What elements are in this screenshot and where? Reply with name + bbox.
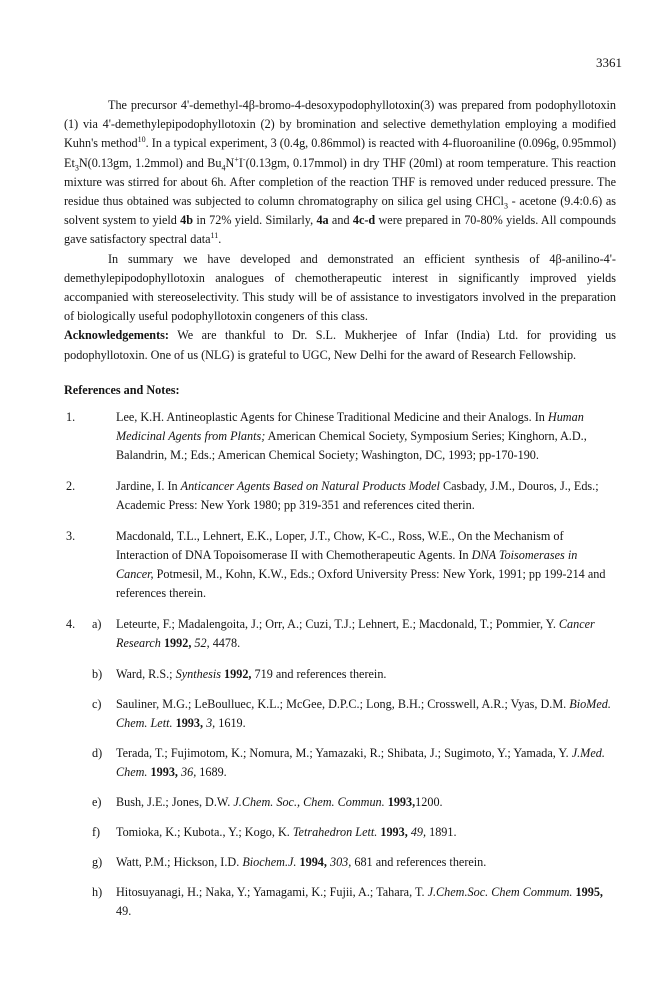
acknowledgements-heading: Acknowledgements: [64, 328, 169, 343]
page-number: 3361 [596, 55, 622, 70]
reference-subitem: g) Watt, P.M.; Hickson, I.D. Biochem.J. 1994, 303, 681 and references therein. [92, 855, 487, 870]
reference-item: 1. Lee, K.H. Antineoplastic Agents for Chinese Traditional Medicine and their Analogs. In Human Medicinal Agents from Plants; American Chemical Society, Symposium Series; Kinghorn, A.D., Balandrin, M.; Eds.; American Chemical Society; Washington, DC, 1993; pp-170-190. [66, 410, 587, 463]
page-body [64, 96, 616, 932]
reference-subitem: c) Sauliner, M.G.; LeBoulluec, K.L.; McGee, D.P.C.; Long, B.H.; Crosswell, A.R.; Vyas, D.M. BioMed. Chem. Lett. 1993, 3, 1619. [92, 697, 611, 731]
paragraph-acknowledgements: Acknowledgements: We are thankful to Dr. S.L. Mukherjee of Infar (India) Ltd. for providing us podophyllotoxin. One of us (NLG) is grateful to UGC, New Delhi for the award of Research Fellowship. [64, 328, 616, 362]
paragraph-experimental: The precursor 4'-demethyl-4β-bromo-4-desoxypodophyllotoxin(3) was prepared from podophyllotoxin (1) via 4'-demethylepipodophyllotoxin (2) by bromination and selective demethylation employing a modified Kuhn's method$^{10}$. In a typical experiment, 3 (0.4g, 0.86mmol) is reacted with 4-fluoroaniline (0.096g, 0.95mmol) $Et_3N(0.13gm$, 1.2mmol) and $Bu_4N^+I^-(0.13gm$, 0.17mmol) in dry THF (20ml) at room temperature. This reaction mixture was stirred for about 6h. After completion of the reaction THF is removed under reduced pressure. The residue thus obtained was subjected to column chromatography on silica gel using CHCl$_3$ - acetone (9.4:0.6) as solvent system to yield 4b in 72% yield. Similarly, 4a and 4c-d were prepared in 70-80% yields. All compounds gave satisfactory spectral data$^{11}$. [64, 98, 617, 247]
reference-item: 4. a) Leteurte, F.; Madalengoita, J.; Orr, A.; Cuzi, T.J.; Lehnert, E.; Macdonald, T.; Pommier, Y. Cancer Research 1992, 52, 4478. [66, 617, 595, 651]
references-heading: References and Notes: [64, 382, 180, 397]
reference-subitem: f) Tomioka, K.; Kubota., Y.; Kogo, K. Tetrahedron Lett. 1993, 49, 1891. [92, 825, 457, 840]
reference-subitem: b) Ward, R.S.; Synthesis 1992, 719 and references therein. [92, 667, 387, 682]
reference-subitem: h) Hitosuyanagi, H.; Naka, Y.; Yamagami, K.; Fujii, A.; Tahara, T. J.Chem.Soc. Chem Commum. 1995, 49. [92, 885, 603, 919]
paragraph-summary: In summary we have developed and demonstrated an efficient synthesis of 4β-anilino-4'-demethylepipodophyllotoxin analogues of chemotherapeutic interest in significantly improved yields accompanied with stereoselectivity. This study will be of assistance to investigators involved in the preparation of biologically useful podophyllotoxin congeners of this class. [64, 251, 616, 324]
reference-item: 2. Jardine, I. In Anticancer Agents Based on Natural Products Model Casbady, J.M., Douros, J., Eds.; Academic Press: New York 1980; pp 319-351 and references cited therin. [66, 479, 599, 513]
reference-subitem: d) Terada, T.; Fujimotom, K.; Nomura, M.; Yamazaki, R.; Shibata, J.; Sugimoto, Y.; Yamada, Y. J.Med. Chem. 1993, 36, 1689. [92, 746, 605, 780]
reference-item: 3. Macdonald, T.L., Lehnert, E.K., Loper, J.T., Chow, K-C., Ross, W.E., On the Mechanism of Interaction of DNA Topoisomerase II with Chemotherapeutic Agents. In DNA Toisomerases in Cancer, Potmesil, M., Kohn, K.W., Eds.; Oxford University Press: New York, 1991; pp 199-214 and references therein. [66, 529, 606, 601]
reference-subitem: e) Bush, J.E.; Jones, D.W. J.Chem. Soc., Chem. Commun. 1993,1200. [92, 795, 443, 810]
